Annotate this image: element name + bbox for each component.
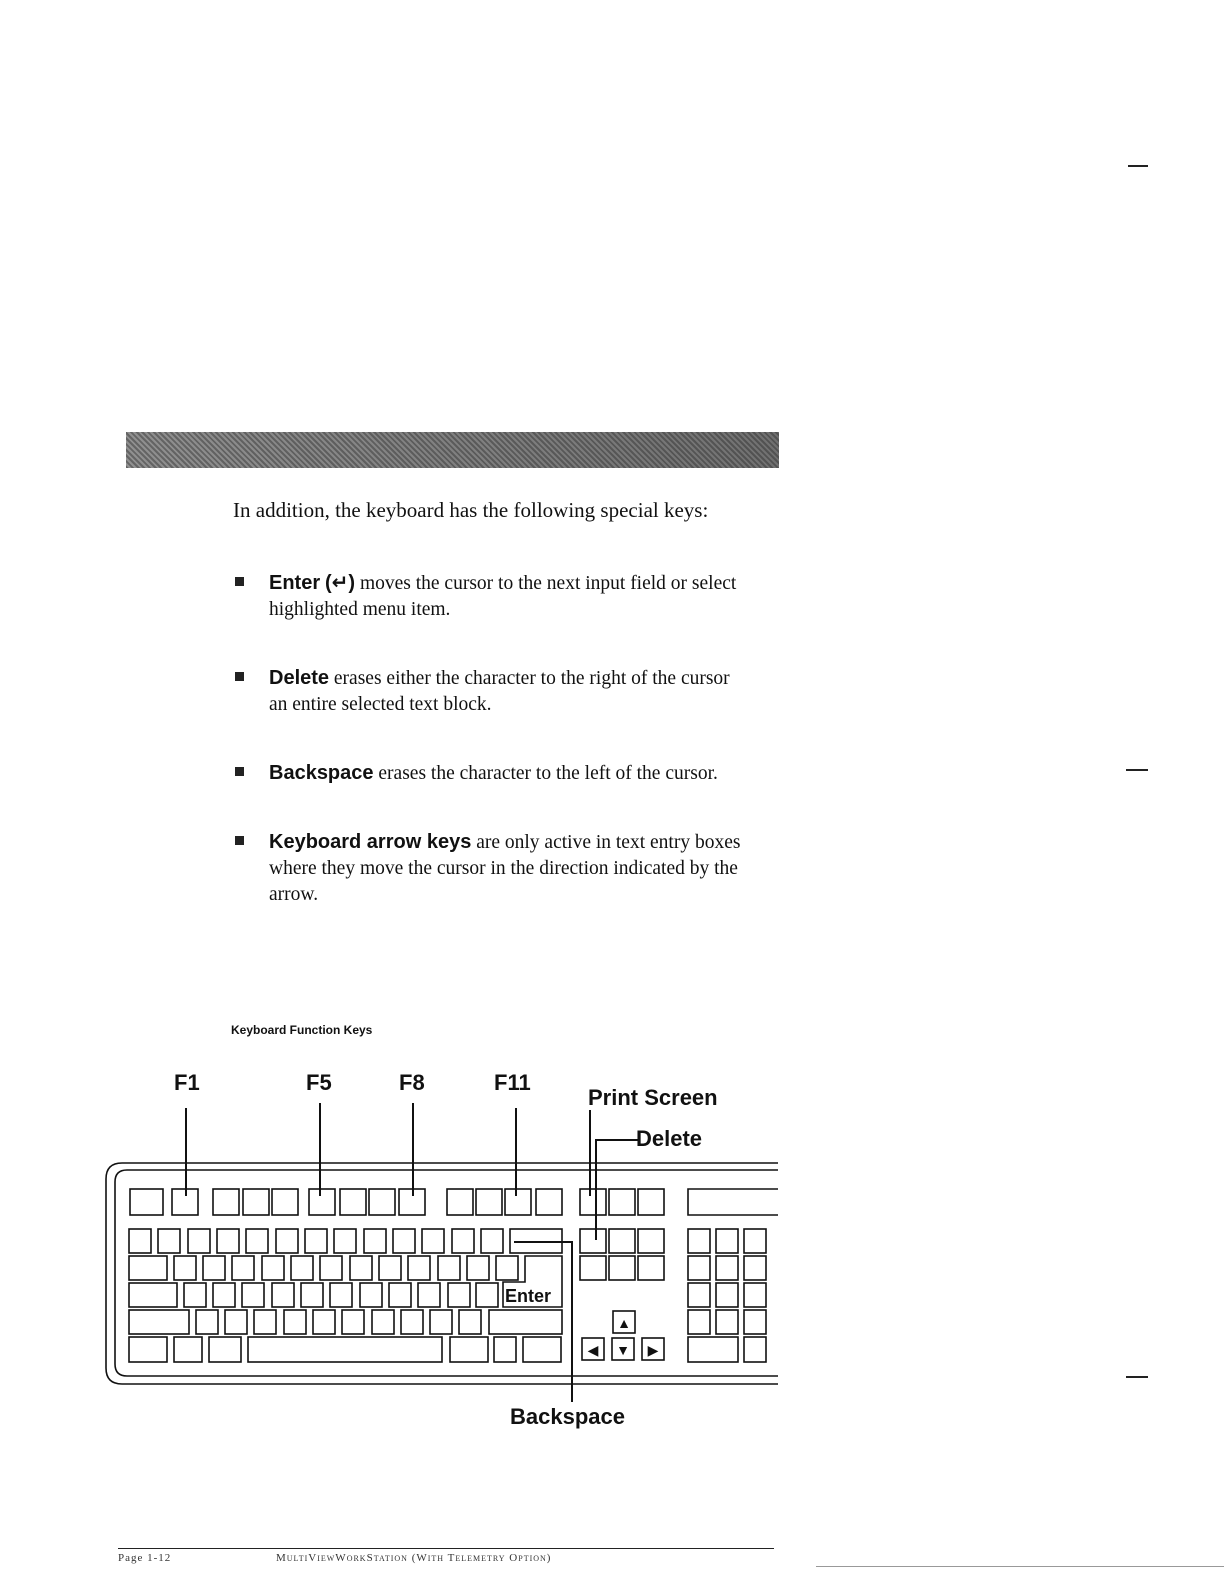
bullet-term: Delete [269,667,330,689]
label-f1: F1 [174,1070,200,1095]
key-insert [580,1229,606,1253]
home-key-row [129,1283,766,1307]
bullet-desc-2: where they move the cursor in the direction indicated by the [269,858,738,879]
margin-mark [1126,769,1148,771]
bullet-desc: erases either the character to the right of the cursor [329,668,730,689]
bullet-desc: are only active in text entry boxes [471,832,741,853]
arrow-up-icon: ▲ [617,1315,631,1331]
label-f5: F5 [306,1070,332,1095]
enter-symbol: (↵) [325,572,356,594]
bullet-desc-2: highlighted menu item. [269,599,451,620]
label-delete: Delete [636,1126,703,1151]
key-pause [638,1189,664,1215]
shift-key-row [129,1310,766,1334]
bullet-term: Keyboard arrow keys [269,831,472,853]
key-f4 [272,1189,298,1215]
key-f6 [340,1189,366,1215]
footer-rule [118,1548,774,1549]
footer-page-number: Page 1-12 [118,1552,172,1564]
key-f9 [447,1189,473,1215]
key-f12 [536,1189,562,1215]
label-print-screen: Print Screen [588,1085,718,1110]
enter-key-label: Enter [505,1286,552,1306]
label-backspace: Backspace [510,1404,625,1429]
key-f10 [476,1189,502,1215]
key-esc [130,1189,163,1215]
margin-mark [1126,1376,1148,1378]
key-f2 [213,1189,239,1215]
intro-text: In addition, the keyboard has the following special keys: [233,498,709,522]
label-f11: F11 [494,1070,531,1095]
arrow-left-icon: ◀ [587,1342,599,1358]
margin-mark [1128,165,1148,167]
function-key-row [130,1189,778,1215]
bottom-key-row [129,1337,766,1362]
indicator-panel [688,1189,778,1215]
bullet-term: Backspace [269,762,374,784]
bullet-term: Enter [269,572,321,594]
key-f3 [243,1189,269,1215]
key-scroll-lock [609,1189,635,1215]
arrow-right-icon: ▶ [647,1342,659,1358]
footer-title: MultiViewWorkStation (With Telemetry Option) [276,1552,552,1564]
key-f7 [369,1189,395,1215]
qwerty-key-row [129,1256,766,1280]
key-f5 [309,1189,335,1215]
arrow-down-icon: ▼ [616,1342,630,1358]
bullet-desc: moves the cursor to the next input field or select [355,573,737,594]
bullet-desc: erases the character to the left of the cursor. [373,763,718,784]
footer-rule-right [816,1566,1224,1567]
label-f8: F8 [399,1070,425,1095]
key-print-screen [580,1189,606,1215]
number-key-row [129,1229,766,1253]
bullet-desc-2: an entire selected text block. [269,694,492,715]
key-delete [580,1256,606,1280]
figure-caption: Keyboard Function Keys [231,1023,373,1037]
key-f11 [505,1189,531,1215]
key-space [248,1337,442,1362]
bullet-desc-3: arrow. [269,884,319,905]
